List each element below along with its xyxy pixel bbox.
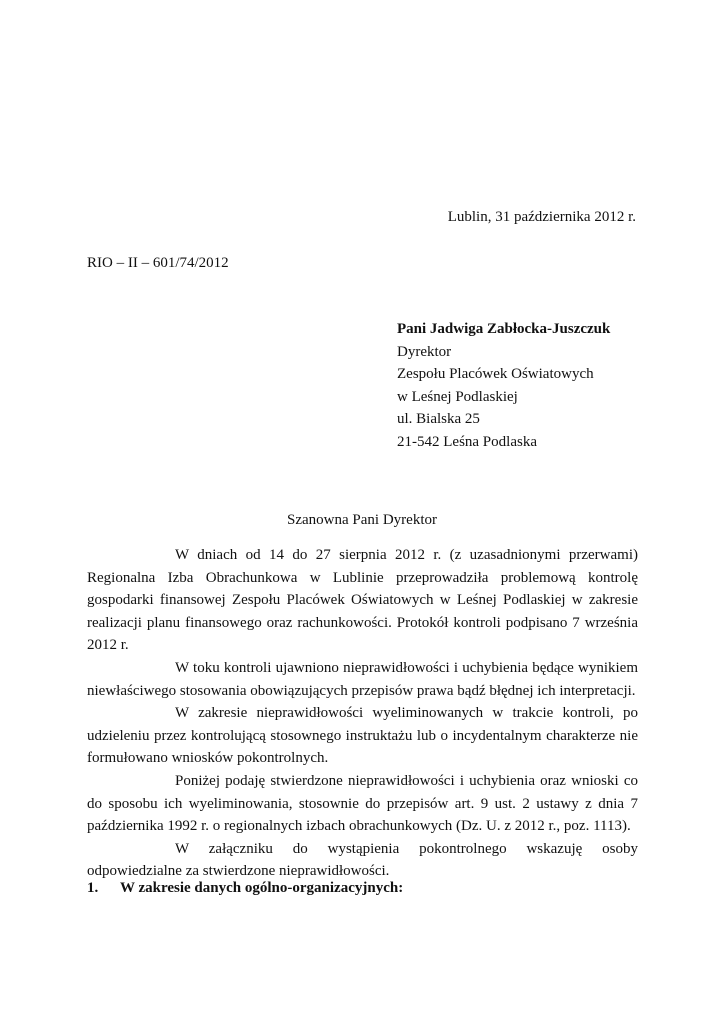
- body-paragraph: W załączniku do wystąpienia pokontrolnego wskazuję osoby odpowiedzialne za stwierdzone nieprawidłowości.: [87, 840, 638, 880]
- salutation: Szanowna Pani Dyrektor: [287, 512, 437, 528]
- date-line: Lublin, 31 października 2012 r.: [447, 209, 636, 225]
- addressee-postal-city: 21-542 Leśna Podlaska: [397, 433, 537, 450]
- addressee-position: Dyrektor: [397, 343, 452, 360]
- body-paragraph: W dniach od 14 do 27 sierpnia 2012 r. (z uzasadnionymi przerwami) Regionalna Izba Obrachunkowa w Lublinie przeprowadziła problemową kontrolę gospodarki finansowej Zespołu Placówek Oświatowych w Leśnej Podlaskiej w zakresie realizacji planu finansowego oraz rachunkowości. Protokół kontroli podpisano 7 września 2012 r.: [87, 547, 638, 654]
- section-title: W zakresie danych ogólno-organizacyjnych:: [120, 880, 404, 896]
- addressee-street: ul. Bialska 25: [397, 411, 480, 427]
- body-paragraph: W toku kontroli ujawniono nieprawidłowości i uchybienia będące wynikiem niewłaściwego stosowania obowiązujących przepisów prawa bądź błędnej ich interpretacji.: [87, 659, 638, 699]
- addressee-institution: Zespołu Placówek Oświatowych: [397, 366, 594, 382]
- addressee-location: w Leśnej Podlaskiej: [397, 388, 518, 405]
- reference-number: RIO – II – 601/74/2012: [87, 255, 229, 271]
- section-heading: [87, 880, 403, 897]
- section-number: 1.: [87, 880, 99, 896]
- addressee-name: Pani Jadwiga Zabłocka-Juszczuk: [397, 321, 611, 337]
- addressee-block: [397, 318, 610, 453]
- body-paragraph: W zakresie nieprawidłowości wyeliminowanych w trakcie kontroli, po udzieleniu przez kontrolującą stosownego instruktażu lub o incydentalnym charakterze nie formułowano wniosków pokontrolnych.: [87, 705, 638, 767]
- letter-body: [87, 544, 638, 883]
- body-paragraph: Poniżej podaję stwierdzone nieprawidłowości i uchybienia oraz wnioski co do sposobu ich wyeliminowania, stosownie do przepisów art. 9 ust. 2 ustawy z dnia 7 października 1992 r. o regionalnych izbach obrachunkowych (Dz. U. z 2012 r., poz. 1113).: [87, 772, 638, 835]
